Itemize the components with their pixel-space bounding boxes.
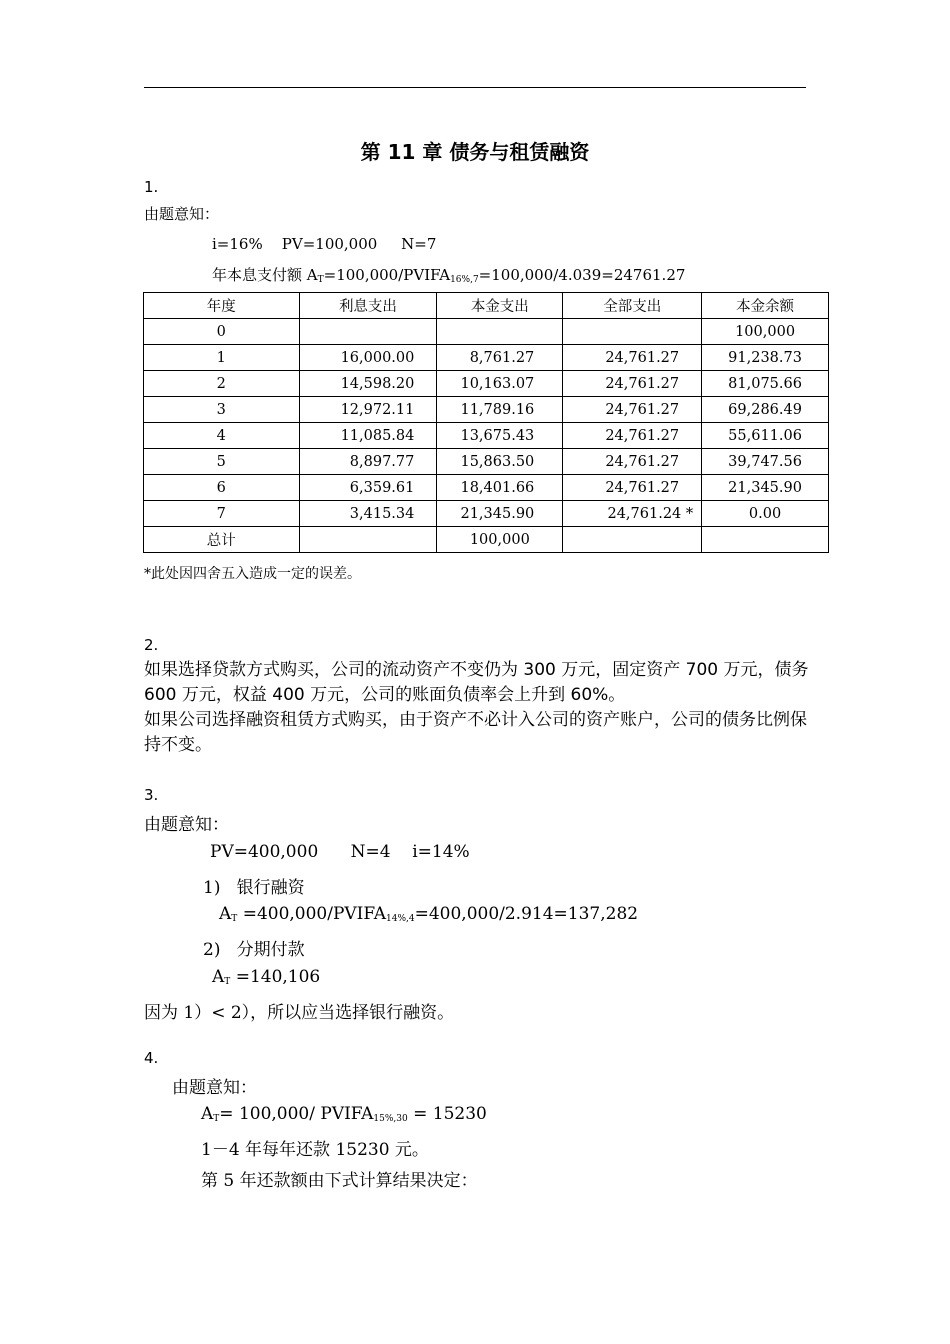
cell-year: 2: [144, 371, 300, 397]
cell-interest: 16,000.00: [299, 345, 437, 371]
cell-interest: 11,085.84: [299, 423, 437, 449]
cell-interest: [299, 527, 437, 553]
q1-formula-sub1: T: [317, 275, 324, 285]
header-principal: 本金支出: [437, 293, 563, 319]
cell-balance: 39,747.56: [702, 449, 829, 475]
chapter-title: 第 11 章 债务与租赁融资: [360, 140, 590, 164]
q4-calc-sub2: 15%,30: [373, 1114, 408, 1124]
cell-balance: 81,075.66: [702, 371, 829, 397]
cell-balance: 69,286.49: [702, 397, 829, 423]
q3-calc1-sub: T: [231, 914, 238, 924]
table-row: [144, 501, 829, 527]
cell-balance: 91,238.73: [702, 345, 829, 371]
cell-interest: [299, 319, 437, 345]
table-row: [144, 397, 829, 423]
cell-balance: 55,611.06: [702, 423, 829, 449]
cell-balance: [702, 527, 829, 553]
cell-principal: 10,163.07: [437, 371, 563, 397]
cell-year: 1: [144, 345, 300, 371]
q4-line-3: 第 5 年还款额由下式计算结果决定：: [201, 1171, 478, 1191]
q3-calc2-b: =140,106: [230, 967, 321, 987]
cell-interest: 14,598.20: [299, 371, 437, 397]
cell-total: [563, 319, 702, 345]
cell-principal: 18,401.66: [437, 475, 563, 501]
q4-calc-a: A: [201, 1104, 214, 1124]
cell-principal: 21,345.90: [437, 501, 563, 527]
cell-total: 24,761.27: [563, 397, 702, 423]
cell-year: 4: [144, 423, 300, 449]
cell-principal: 8,761.27: [437, 345, 563, 371]
table-row: [144, 475, 829, 501]
cell-balance: 0.00: [702, 501, 829, 527]
cell-principal: 13,675.43: [437, 423, 563, 449]
q1-number: 1.: [144, 178, 159, 196]
q1-formula-sub2: 16%,7: [450, 275, 479, 285]
q3-item-2: 2) 分期付款: [203, 940, 305, 960]
q2-paragraph-2: 如果公司选择融资租赁方式购买，由于资产不必计入公司的资产账户，公司的债务比例保持不变。: [144, 710, 807, 755]
q3-calc-1: [219, 904, 638, 924]
q4-calc-c: = 15230: [407, 1104, 487, 1124]
cell-principal: 15,863.50: [437, 449, 563, 475]
cell-principal: 11,789.16: [437, 397, 563, 423]
header-balance: 本金余额: [702, 293, 829, 319]
q1-intro: 由题意知：: [144, 205, 220, 223]
q3-number: 3.: [144, 786, 159, 804]
q3-conclusion: 因为 1）< 2），所以应当选择银行融资。: [144, 1003, 455, 1023]
table-row: [144, 319, 829, 345]
q3-givens: PV=400,000 N=4 i=14%: [210, 842, 470, 862]
table-row: [144, 371, 829, 397]
q2-paragraph-1: 如果选择贷款方式购买，公司的流动资产不变仍为 300 万元，固定资产 700 万元，债务 600 万元，权益 400 万元，公司的账面负债率会上升到 60%。: [144, 660, 809, 705]
table-header-row: [144, 293, 829, 319]
header-rule: [144, 87, 806, 88]
header-year: 年度: [144, 293, 300, 319]
q4-intro: 由题意知：: [172, 1078, 257, 1098]
q1-formula: [212, 264, 685, 285]
amortization-table: [143, 292, 829, 553]
cell-year: 6: [144, 475, 300, 501]
q3-calc1-b: =400,000/PVIFA: [237, 904, 386, 924]
q1-formula-suffix: =100,000/4.039=24761.27: [478, 266, 686, 284]
q4-calc-sub: T: [213, 1114, 220, 1124]
cell-total: 24,761.27: [563, 371, 702, 397]
cell-balance: 100,000: [702, 319, 829, 345]
q1-givens: i=16% PV=100,000 N=7: [212, 235, 437, 253]
table-row: [144, 423, 829, 449]
q1-formula-mid: =100,000/PVIFA: [323, 266, 451, 284]
q3-calc1-c: =400,000/2.914=137,282: [414, 904, 639, 924]
q4-calc: [201, 1104, 487, 1124]
cell-year: 0: [144, 319, 300, 345]
cell-total: 24,761.27: [563, 475, 702, 501]
q4-number: 4.: [144, 1049, 159, 1067]
q1-formula-prefix: 年本息支付额 A: [212, 266, 318, 284]
cell-principal: [437, 319, 563, 345]
cell-total: [563, 527, 702, 553]
cell-total: 24,761.27: [563, 423, 702, 449]
q4-calc-b: = 100,000/ PVIFA: [219, 1104, 374, 1124]
cell-year: 3: [144, 397, 300, 423]
cell-total: 24,761.27: [563, 449, 702, 475]
table-total-row: [144, 527, 829, 553]
q3-calc-2: [212, 967, 320, 987]
cell-interest: 3,415.34: [299, 501, 437, 527]
q3-intro: 由题意知：: [144, 815, 229, 835]
q3-calc1-sub2: 14%,4: [386, 914, 415, 924]
q3-calc1-a: A: [219, 904, 232, 924]
header-total-payment: 全部支出: [563, 293, 702, 319]
cell-interest: 8,897.77: [299, 449, 437, 475]
cell-total: 24,761.24 *: [563, 501, 702, 527]
q1-rounding-note: *此处因四舍五入造成一定的误差。: [144, 566, 361, 582]
cell-year: 总计: [144, 527, 300, 553]
q3-calc2-sub: T: [224, 977, 231, 987]
cell-total: 24,761.27: [563, 345, 702, 371]
header-interest: 利息支出: [299, 293, 437, 319]
table-row: [144, 345, 829, 371]
cell-balance: 21,345.90: [702, 475, 829, 501]
cell-principal: 100,000: [437, 527, 563, 553]
cell-interest: 6,359.61: [299, 475, 437, 501]
q4-line-2: 1－4 年每年还款 15230 元。: [201, 1140, 429, 1160]
q2-number: 2.: [144, 636, 159, 654]
cell-interest: 12,972.11: [299, 397, 437, 423]
cell-year: 7: [144, 501, 300, 527]
q3-calc2-a: A: [212, 967, 225, 987]
q3-item-1: 1) 银行融资: [203, 878, 305, 898]
table-row: [144, 449, 829, 475]
cell-year: 5: [144, 449, 300, 475]
